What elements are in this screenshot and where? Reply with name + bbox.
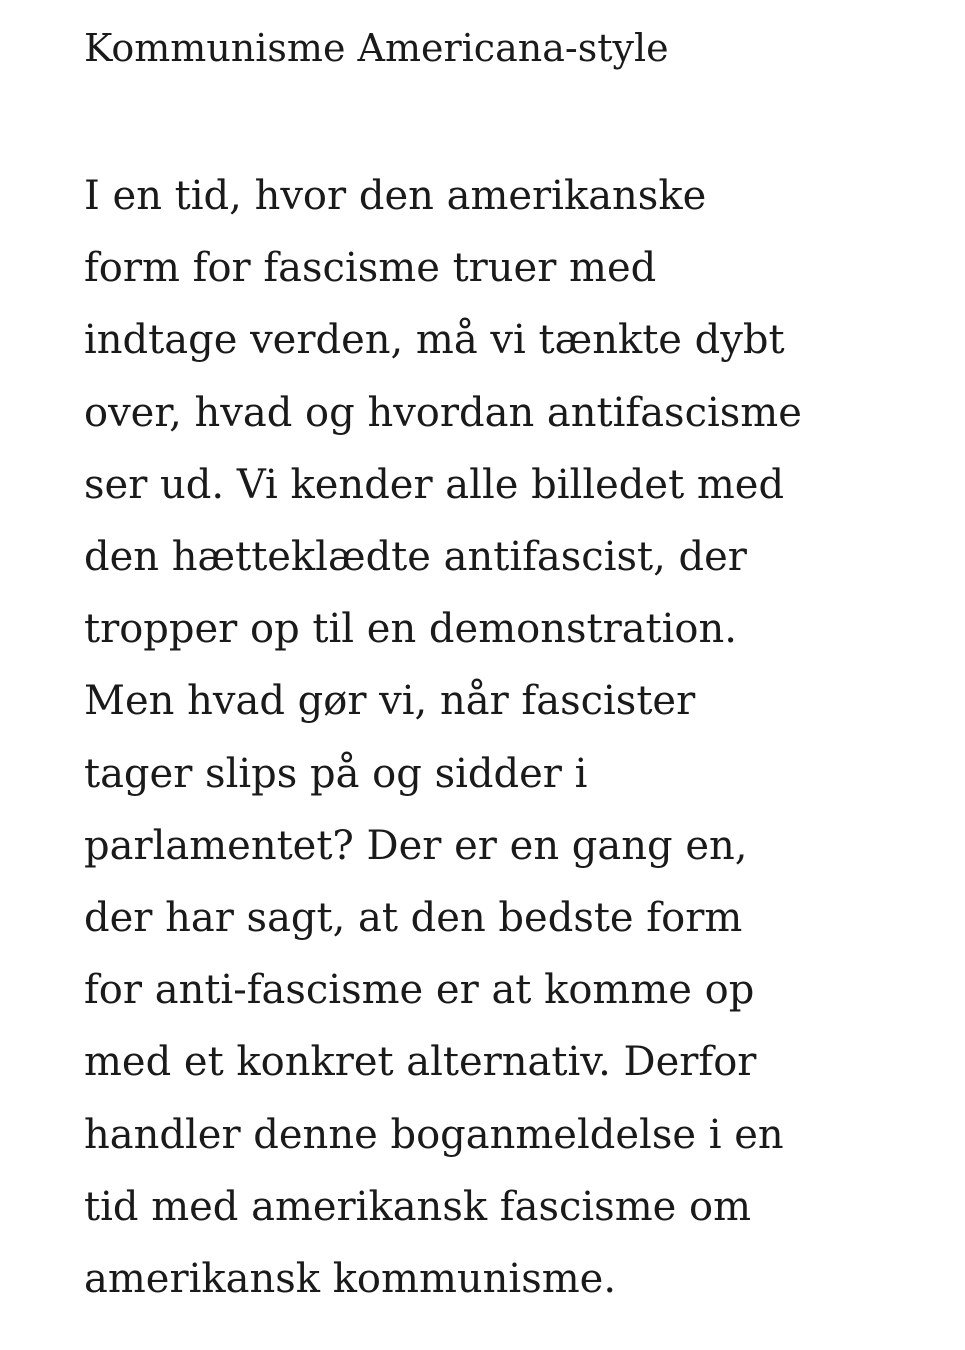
body-line: amerikansk kommunisme. [84,1256,617,1303]
body-line: Men hvad gør vi, når fascister [84,678,696,725]
article-body [84,160,944,1315]
body-line: indtage verden, må vi tænkte dybt [84,317,785,364]
body-line: form for fascisme truer med [84,245,657,292]
body-line: parlamentet? Der er en gang en, [84,822,748,869]
article-title: Kommunisme Americana-style [84,26,669,70]
body-line: tager slips på og sidder i [84,750,588,797]
body-line: for anti-fascisme er at komme op [84,967,755,1014]
body-line: med et konkret alternativ. Derfor [84,1039,757,1086]
body-line: den hætteklædte antifascist, der [84,534,747,581]
body-line: over, hvad og hvordan antifascisme [84,389,802,436]
body-line: I en tid, hvor den amerikanske [84,173,707,219]
body-line: ser ud. Vi kender alle billedet med [84,461,785,508]
body-line: tid med amerikansk fascisme om [84,1183,752,1230]
body-line: der har sagt, at den bedste form [84,895,743,942]
body-line: handler denne boganmeldelse i en [84,1111,784,1158]
body-line: tropper op til en demonstration. [84,606,737,653]
